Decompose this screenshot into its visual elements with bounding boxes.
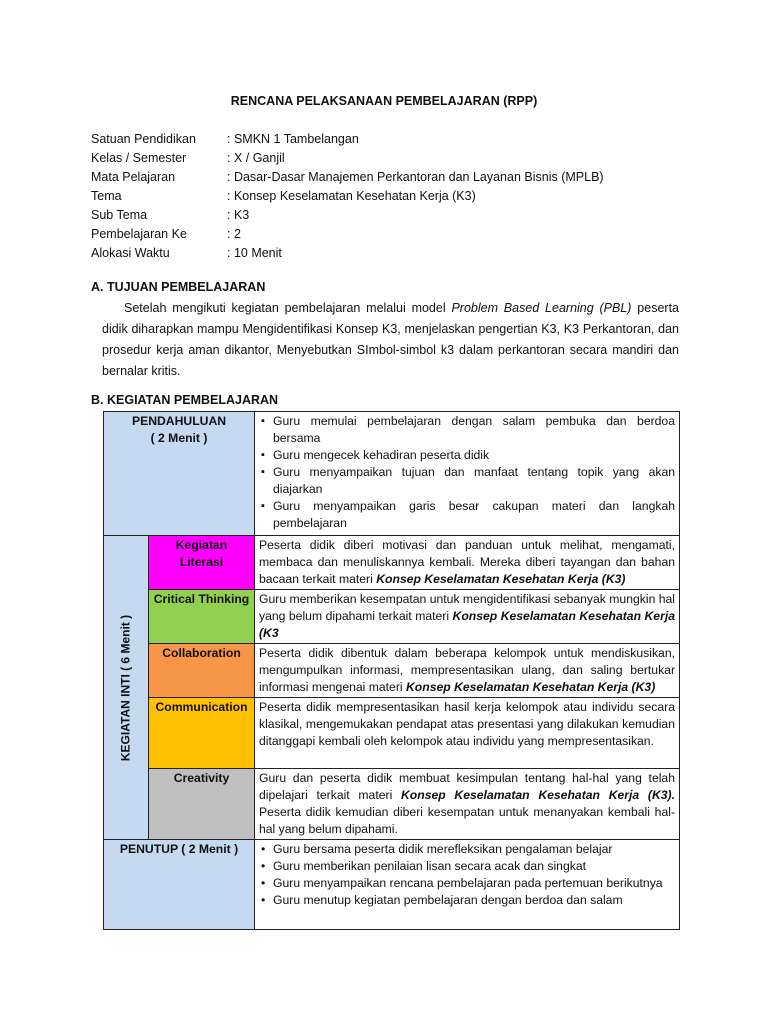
learning-objective-paragraph bbox=[102, 298, 679, 382]
table-row-creativity bbox=[104, 769, 680, 840]
category-creativity: Creativity bbox=[149, 769, 255, 840]
objective-text: Setelah mengikuti kegiatan pembelajaran melalui model bbox=[124, 301, 452, 315]
model-name: Problem Based Learning (PBL) bbox=[451, 301, 632, 315]
section-number: A. bbox=[91, 280, 104, 294]
list-item: ▪ Guru mengecek kehadiran peserta didik bbox=[259, 447, 675, 464]
identity-row bbox=[91, 168, 604, 187]
identity-value: : X / Ganjil bbox=[227, 151, 285, 166]
section-b-heading bbox=[91, 392, 278, 409]
activity-list bbox=[259, 841, 675, 909]
material-emphasis: Konsep Keselamatan Kesehatan Kerja (K3) bbox=[406, 680, 656, 694]
identity-value: : K3 bbox=[227, 208, 250, 223]
identity-value: : SMKN 1 Tambelangan bbox=[227, 132, 359, 147]
identity-label: Mata Pelajaran bbox=[91, 170, 176, 185]
identity-row bbox=[91, 130, 604, 149]
category-communication: Communication bbox=[149, 698, 255, 769]
material-emphasis: Konsep Keselamatan Kesehatan Kerja (K3) bbox=[376, 572, 626, 586]
identity-label: Pembelajaran Ke bbox=[91, 227, 187, 242]
pendahuluan-cell bbox=[104, 412, 255, 536]
category-literasi: Kegiatan Literasi bbox=[149, 536, 255, 590]
kegiatan-inti-cell bbox=[104, 536, 149, 840]
category-critical-thinking: Critical Thinking bbox=[149, 590, 255, 644]
identity-row bbox=[91, 187, 604, 206]
identity-value: : 10 Menit bbox=[227, 246, 282, 261]
activity-description: Guru dan peserta didik membuat kesimpulan tentang hal-hal yang telah dipelajari terkait materi Konsep Keselamatan Kesehatan Kerja (K3). Peserta didik kemudian diberi kesempatan untuk menanyakan kembali hal-hal yang belum dipahami. bbox=[255, 769, 680, 840]
table-row-communication bbox=[104, 698, 680, 769]
identity-block bbox=[91, 130, 604, 263]
table-row-pendahuluan bbox=[104, 412, 680, 536]
penutup-cell: PENUTUP ( 2 Menit ) bbox=[104, 840, 255, 930]
identity-value: : Konsep Keselamatan Kesehatan Kerja (K3) bbox=[227, 189, 476, 204]
pendahuluan-duration: ( 2 Menit ) bbox=[150, 431, 208, 445]
list-item: • Guru bersama peserta didik merefleksikan pengalaman belajar bbox=[259, 841, 675, 858]
kegiatan-inti-label: KEGIATAN INTI ( 6 Menit ) bbox=[118, 614, 133, 761]
section-a-heading bbox=[91, 279, 265, 296]
list-item: ▪ Guru menyampaikan garis besar cakupan materi dan langkah pembelajaran bbox=[259, 498, 675, 532]
identity-label: Kelas / Semester bbox=[91, 151, 187, 166]
activity-description: Peserta didik mempresentasikan hasil kerja kelompok atau individu secara klasikal, mengemukakan pendapat atas presentasi yang dilakukan kemudian ditanggapi kembali oleh kelompok atau individu yang mempresentasikan. bbox=[255, 698, 680, 769]
activity-list bbox=[259, 413, 675, 532]
identity-label: Tema bbox=[91, 189, 122, 204]
identity-row bbox=[91, 149, 604, 168]
pendahuluan-activities bbox=[255, 412, 680, 536]
identity-label: Satuan Pendidikan bbox=[91, 132, 196, 147]
section-title: KEGIATAN PEMBELAJARAN bbox=[107, 393, 279, 407]
table-row-literasi bbox=[104, 536, 680, 590]
identity-label: Sub Tema bbox=[91, 208, 148, 223]
category-collaboration: Collaboration bbox=[149, 644, 255, 698]
section-title: TUJUAN PEMBELAJARAN bbox=[107, 280, 266, 294]
penutup-activities bbox=[255, 840, 680, 930]
identity-row bbox=[91, 206, 604, 225]
list-item: • Guru menutup kegiatan pembelajaran dengan berdoa dan salam bbox=[259, 892, 675, 909]
material-emphasis: Konsep Keselamatan Kesehatan Kerja (K3 bbox=[259, 609, 675, 640]
identity-row bbox=[91, 225, 604, 244]
identity-value: : Dasar-Dasar Manajemen Perkantoran dan Layanan Bisnis (MPLB) bbox=[227, 170, 604, 185]
pendahuluan-label: PENDAHULUAN bbox=[131, 414, 227, 428]
learning-activities-table bbox=[103, 411, 680, 930]
list-item: • Guru menyampaikan rencana pembelajaran pada pertemuan berikutnya bbox=[259, 875, 675, 892]
list-item: ▪ Guru memulai pembelajaran dengan salam pembuka dan berdoa bersama bbox=[259, 413, 675, 447]
table-row-collaboration bbox=[104, 644, 680, 698]
activity-description: Peserta didik diberi motivasi dan panduan untuk melihat, mengamati, membaca dan menuliskannya kembali. Mereka diberi tayangan dan bahan bacaan terkait materi Konsep Keselamatan Kesehatan Kerja (K3) bbox=[255, 536, 680, 590]
table-row-penutup bbox=[104, 840, 680, 930]
identity-row bbox=[91, 244, 604, 263]
document-title: RENCANA PELAKSANAAN PEMBELAJARAN (RPP) bbox=[230, 94, 538, 108]
identity-value: : 2 bbox=[227, 227, 241, 242]
activity-description: Peserta didik dibentuk dalam beberapa kelompok untuk mendiskusikan, mengumpulkan informasi, mempresentasikan ulang, dan saling bertukar informasi mengenai materi Konsep Keselamatan Kesehatan Kerja (K3) bbox=[255, 644, 680, 698]
table-row-critical-thinking bbox=[104, 590, 680, 644]
list-item: • Guru memberikan penilaian lisan secara acak dan singkat bbox=[259, 858, 675, 875]
objective-text: peserta didik diharapkan mampu Mengidentifikasi Konsep K3, menjelaskan pengertian K3, K3 Perkantoran, dan prosedur kerja aman dikantor, Menyebutkan SImbol-simbol k3 dalam perkantoran secara mandiri dan bernalar kritis. bbox=[102, 301, 679, 378]
list-item: ▪ Guru menyampaikan tujuan dan manfaat tentang topik yang akan diajarkan bbox=[259, 464, 675, 498]
identity-label: Alokasi Waktu bbox=[91, 246, 170, 261]
activity-description: Guru memberikan kesempatan untuk mengidentifikasi sebanyak mungkin hal yang belum dipahami terkait materi Konsep Keselamatan Kesehatan Kerja (K3 bbox=[255, 590, 680, 644]
section-number: B. bbox=[91, 393, 104, 407]
material-emphasis: Konsep Keselamatan Kesehatan Kerja (K3). bbox=[401, 788, 675, 802]
